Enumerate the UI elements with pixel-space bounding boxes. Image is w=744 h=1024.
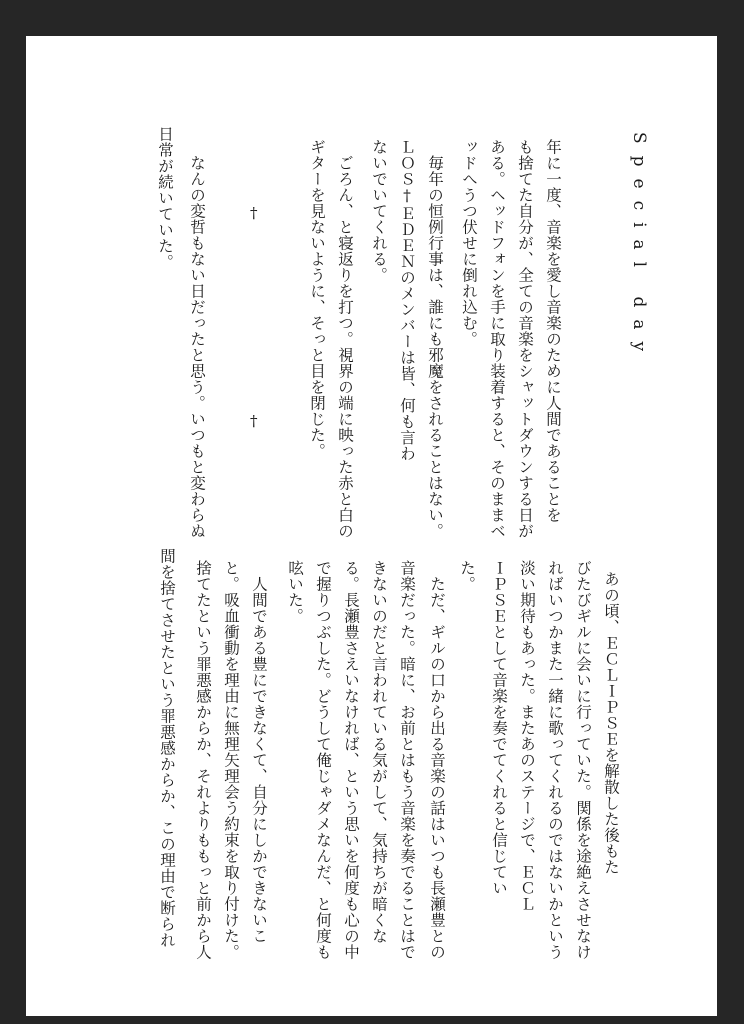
text-column: と。吸血衝動を理由に無理矢理会う約束を取り付けた。	[222, 560, 240, 960]
text-column: ＩＰＳＥとして音楽を奏でてくれると信じてい	[490, 560, 508, 896]
text-column: 人間である豊にできなくて、自分にしかできないこ	[250, 560, 268, 944]
section-dagger: †	[250, 204, 258, 222]
text-column: 音楽だった。暗に、お前とはもう音楽を奏でることはで	[398, 560, 416, 960]
text-column: ある。ヘッドフォンを手に取り装着すると、そのままベ	[488, 139, 506, 539]
text-column: ＬＯＳ†ＥＤＥＮのメンバーは皆、何も言わ	[398, 139, 416, 462]
text-column: 間を捨てさせたという罪悪感からか、この理由で断られ	[158, 548, 176, 948]
text-column: 毎年の恒例行事は、誰にも邪魔をされることはない。	[426, 139, 444, 539]
text-column: 捨てたという罪悪感からか、それよりももっと前から人	[194, 560, 212, 960]
text-column: 呟いた。	[286, 560, 304, 624]
text-column: も捨てた自分が、全ての音楽をシャットダウンする日が	[516, 139, 534, 539]
text-column: た。	[458, 560, 476, 592]
section-dagger: †	[250, 412, 258, 430]
text-column: ればいつかまた一緒に歌ってくれるのではないかという	[546, 560, 564, 960]
text-column: ないでいてくれる。	[370, 139, 388, 283]
text-column: ギターを見ないように、そっと目を閉じた。	[308, 139, 326, 459]
text-column: なんの変哲もない日だったと思う。いつもと変わらぬ	[188, 139, 206, 539]
text-column: ごろん、と寝返りを打つ。視界の端に映った赤と白の	[336, 139, 354, 539]
text-column: 日常が続いていた。	[156, 126, 174, 270]
text-column: 年に一度、音楽を愛し音楽のために人間であることを	[544, 139, 562, 523]
text-column: きないのだと言われている気がして、気持ちが暗くな	[370, 560, 388, 944]
text-column: ただ、ギルの口から出る音楽の話はいつも長瀬豊との	[428, 560, 446, 960]
text-column: ッドへうつ伏せに倒れ込む。	[460, 139, 478, 347]
text-column: びたびギルに会いに行っていた。関係を途絶えさせなけ	[574, 560, 592, 960]
text-column: あの頃、ＥＣＬＩＰＳＥを解散した後もた	[602, 571, 620, 875]
text-column: る。長瀬豊さえいなければ、という思いを何度も心の中	[342, 560, 360, 960]
text-column: で握りつぶした。どうして俺じゃダメなんだ、と何度も	[314, 560, 332, 960]
manuscript-page	[26, 36, 717, 1016]
text-column: 淡い期待もあった。またあのステージで、ＥＣＬ	[518, 560, 536, 912]
chapter-title: Special day	[629, 132, 649, 364]
